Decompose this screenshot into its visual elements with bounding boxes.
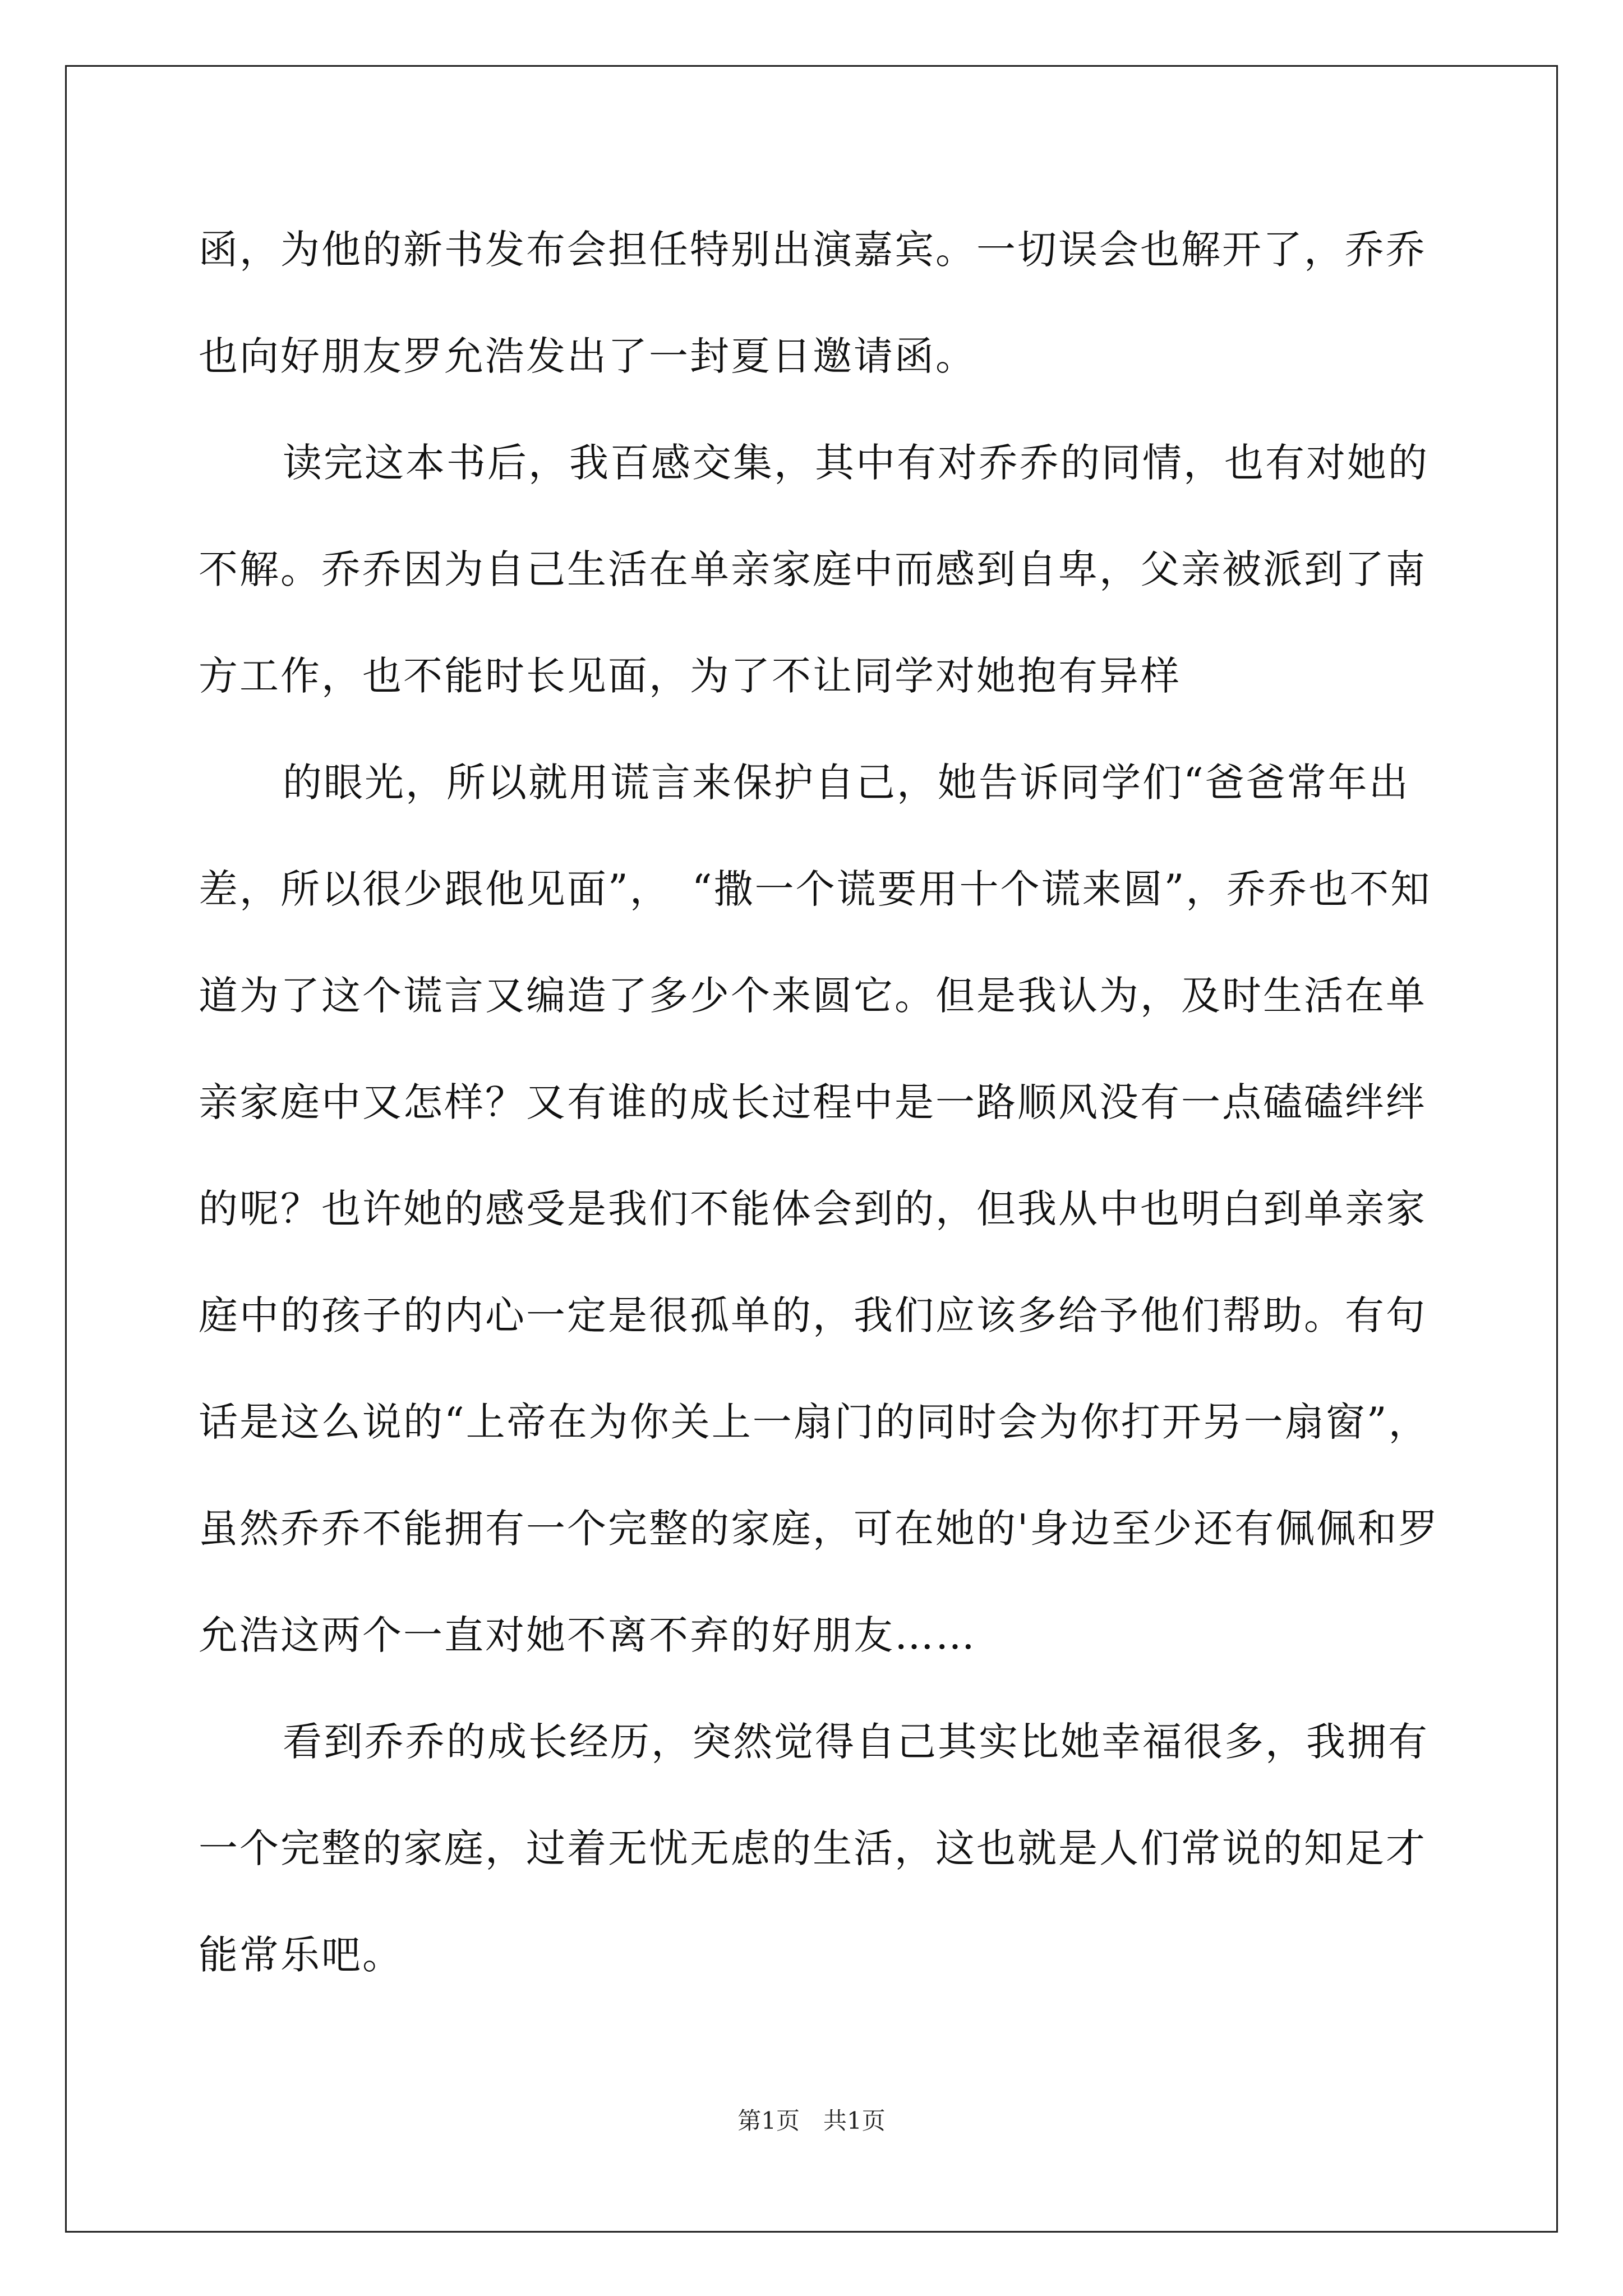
page-number-footer: 第1页 共1页 [737, 2107, 886, 2134]
text-line: 庭中的孩子的内心一定是很孤单的，我们应该多给予他们帮助。有句 [199, 1292, 1427, 1338]
document-body [199, 196, 1440, 2008]
text-line: 函，为他的新书发布会担任特别出演嘉宾。一切误会也解开了，乔乔 [199, 227, 1427, 273]
text-line: 能常乐吧。 [199, 1932, 403, 1978]
text-line: 一个完整的家庭，过着无忧无虑的生活，这也就是人们常说的知足才 [199, 1825, 1427, 1871]
text-line: 道为了这个谎言又编造了多少个来圆它。但是我认为，及时生活在单 [199, 973, 1427, 1019]
text-line: 允浩这两个一直对她不离不弃的好朋友…… [199, 1612, 976, 1658]
text-line: 的呢？也许她的感受是我们不能体会到的，但我从中也明白到单亲家 [199, 1186, 1427, 1232]
text-line: 不解。乔乔因为自己生活在单亲家庭中而感到自卑，父亲被派到了南 [199, 546, 1427, 592]
text-line: 也向好朋友罗允浩发出了一封夏日邀请函。 [199, 333, 976, 379]
text-line: 虽然乔乔不能拥有一个完整的家庭，可在她的'身边至少还有佩佩和罗 [199, 1506, 1440, 1552]
text-line: 方工作，也不能时长见面，为了不让同学对她抱有异样 [199, 653, 1181, 699]
text-line: 亲家庭中又怎样？又有谁的成长过程中是一路顺风没有一点磕磕绊绊 [199, 1079, 1427, 1125]
paragraph-start-line: 读完这本书后，我百感交集，其中有对乔乔的同情，也有对她的 [283, 440, 1429, 486]
text-line: 话是这么说的“上帝在为你关上一扇门的同时会为你打开另一扇窗”， [199, 1399, 1430, 1445]
paragraph-start-line: 看到乔乔的成长经历，突然觉得自己其实比她幸福很多，我拥有 [283, 1719, 1429, 1765]
text-line: 差，所以很少跟他见面”， “撒一个谎要用十个谎来圆”，乔乔也不知 [199, 866, 1432, 912]
paragraph-start-line: 的眼光，所以就用谎言来保护自己，她告诉同学们“爸爸常年出 [283, 760, 1410, 806]
